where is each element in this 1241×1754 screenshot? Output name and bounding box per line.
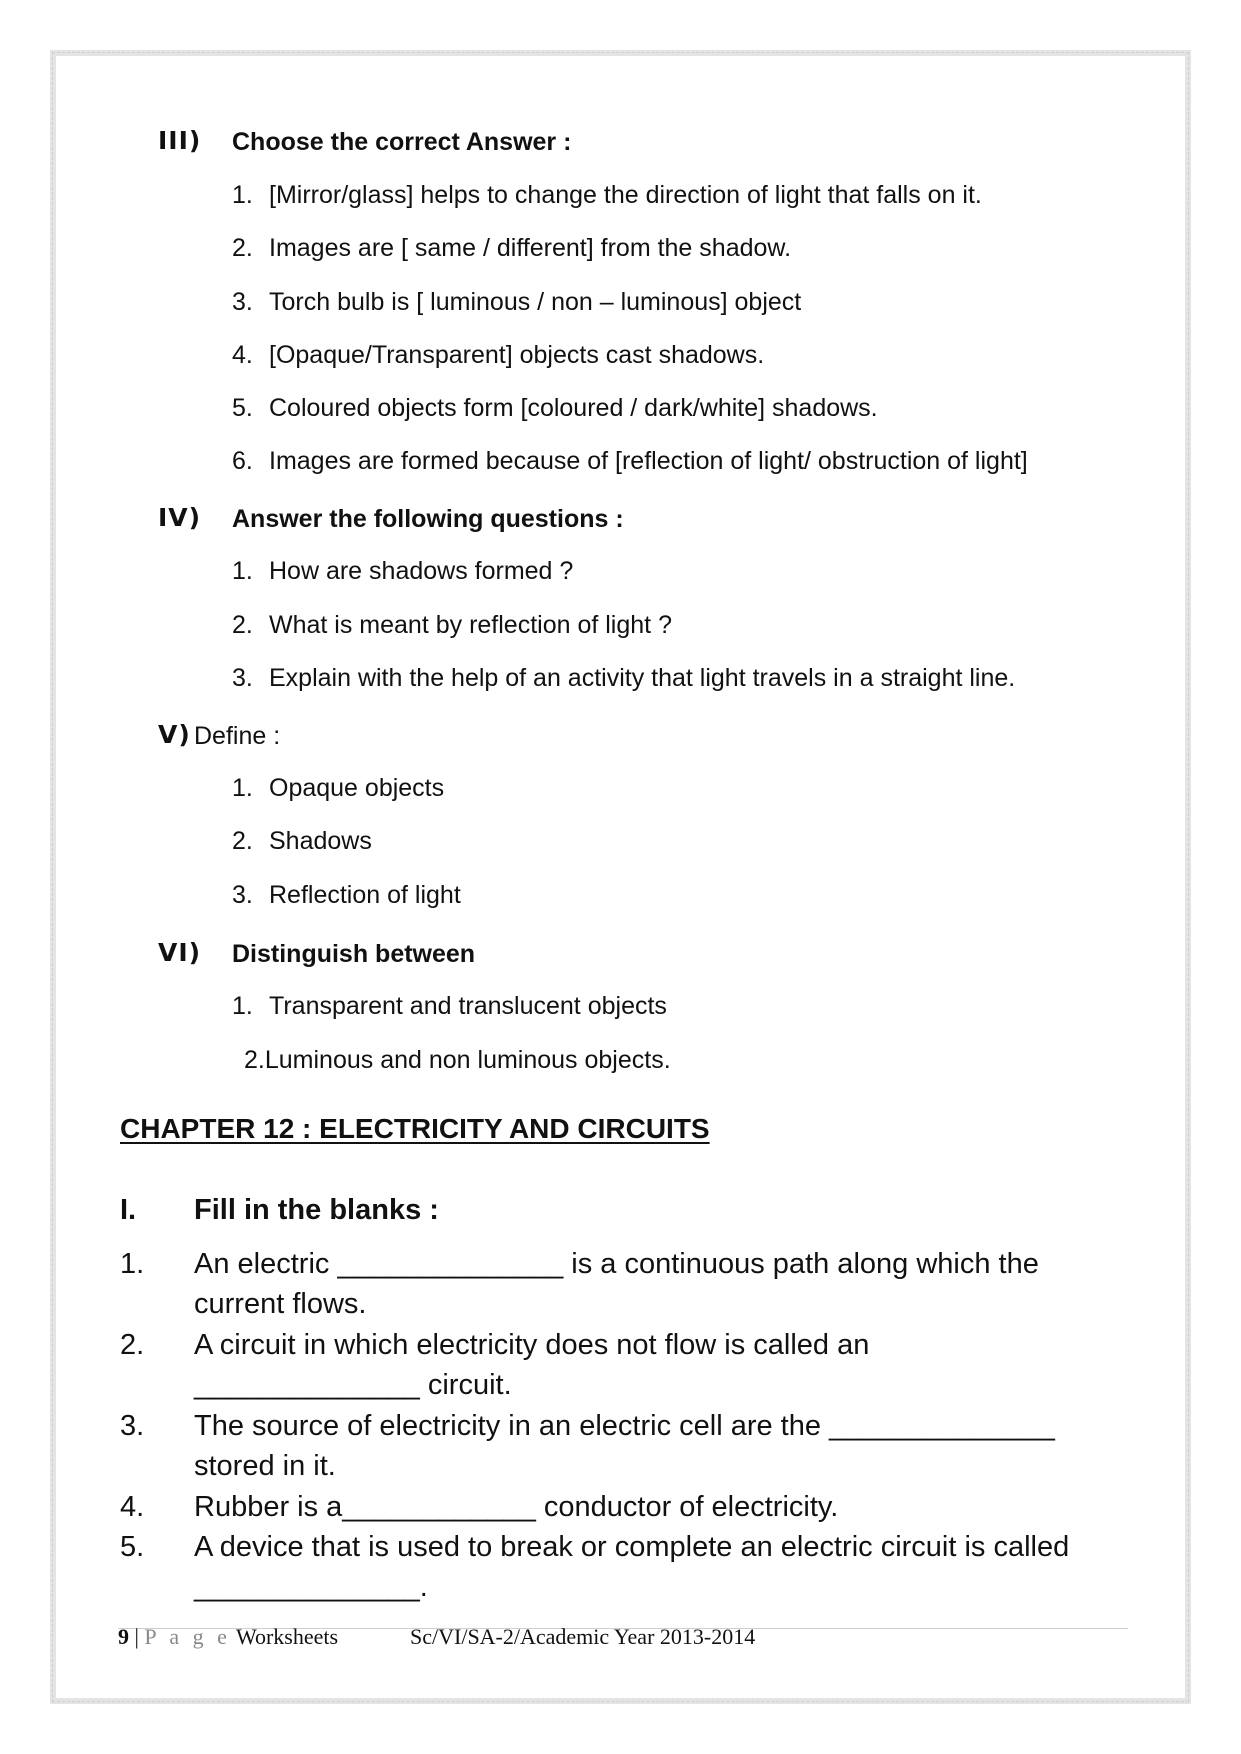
list-item: 1. Transparent and translucent objects xyxy=(232,992,667,1020)
question-text-continued: current flows. xyxy=(194,1288,367,1320)
section-5-title: Define : xyxy=(194,722,281,750)
question-number: 2. xyxy=(120,1329,145,1361)
page-number: 9 xyxy=(118,1624,129,1649)
list-item: 3. Torch bulb is [ luminous / non – luminous] object xyxy=(232,288,802,316)
question-text-continued: ______________ circuit. xyxy=(194,1369,512,1401)
question-number: 1. xyxy=(120,1248,145,1280)
list-item: 3. Reflection of light xyxy=(232,881,461,909)
question-text: A device that is used to break or complete an electric circuit is called xyxy=(194,1531,1070,1563)
footer-course: Sc/VI/SA-2/Academic Year 2013-2014 xyxy=(410,1624,756,1649)
list-item: 1. [Mirror/glass] helps to change the direction of light that falls on it. xyxy=(232,181,982,209)
section-3-title: Choose the correct Answer : xyxy=(232,128,572,156)
question-number: 4. xyxy=(120,1491,145,1523)
page-footer xyxy=(118,1624,338,1650)
section-4-numeral: IV) xyxy=(158,503,202,532)
question-number: 5. xyxy=(120,1531,145,1563)
question-text: The source of electricity in an electric cell are the ______________ xyxy=(194,1410,1055,1442)
list-item: 1. How are shadows formed ? xyxy=(232,557,574,585)
section-3-numeral: III) xyxy=(158,126,202,155)
chapter-title: CHAPTER 12 : ELECTRICITY AND CIRCUITS xyxy=(120,1113,710,1144)
fill-blanks-title: Fill in the blanks : xyxy=(194,1194,439,1226)
list-item: 5. Coloured objects form [coloured / dark/white] shadows. xyxy=(232,394,878,422)
question-text-continued: ______________. xyxy=(194,1571,428,1603)
list-item: 4. [Opaque/Transparent] objects cast shadows. xyxy=(232,341,765,369)
list-item: 6. Images are formed because of [reflection of light/ obstruction of light] xyxy=(232,447,1028,475)
question-text: Rubber is a____________ conductor of electricity. xyxy=(194,1491,839,1523)
list-item: 2. What is meant by reflection of light ? xyxy=(232,611,672,639)
question-number: 3. xyxy=(120,1410,145,1442)
list-item: 2. Shadows xyxy=(232,827,372,855)
footer-separator: | xyxy=(134,1624,139,1649)
question-text-continued: stored in it. xyxy=(194,1450,336,1482)
list-item: 1. Opaque objects xyxy=(232,774,445,802)
fill-blanks-numeral: I. xyxy=(120,1194,137,1226)
section-6-title: Distinguish between xyxy=(232,940,476,968)
question-text: A circuit in which electricity does not flow is called an xyxy=(194,1329,870,1361)
section-5-numeral: V) xyxy=(158,720,191,749)
section-6-numeral: VI) xyxy=(158,938,202,967)
list-item: 3. Explain with the help of an activity that light travels in a straight line. xyxy=(232,664,1016,692)
footer-label: Worksheets xyxy=(235,1624,339,1649)
section-4-title: Answer the following questions : xyxy=(232,505,624,533)
list-item: 2. Images are [ same / different] from the shadow. xyxy=(232,234,792,262)
list-item: 2.Luminous and non luminous objects. xyxy=(244,1046,671,1074)
page-word: P a g e xyxy=(144,1624,231,1649)
question-text: An electric ______________ is a continuous path along which the xyxy=(194,1248,1039,1280)
